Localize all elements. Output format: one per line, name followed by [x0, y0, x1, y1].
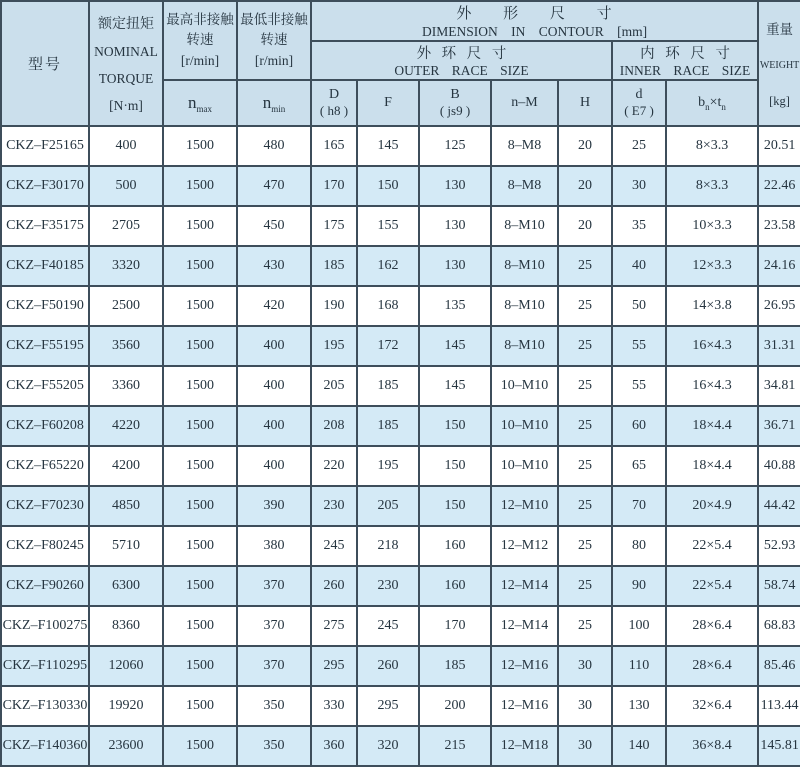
cell-H: 25: [558, 326, 612, 366]
cell-F: 205: [357, 486, 419, 526]
cell-B: 160: [419, 566, 491, 606]
header-row-1: [1, 1, 800, 41]
cell-b-t: 18×4.4: [666, 406, 758, 446]
cell-D: 260: [311, 566, 357, 606]
cell-H: 25: [558, 486, 612, 526]
cell-d: 40: [612, 246, 666, 286]
cell-D: 205: [311, 366, 357, 406]
nmin-label-cn2: 转速: [260, 32, 288, 48]
cell-B: 185: [419, 646, 491, 686]
cell-d: 80: [612, 526, 666, 566]
cell-n-max: 1500: [163, 206, 237, 246]
cell-D: 360: [311, 726, 357, 766]
header-inner-race: [612, 41, 758, 80]
header-col-B: B ( js9 ): [419, 80, 491, 126]
cell-torque: 2500: [89, 286, 163, 326]
cell-n-min: 470: [237, 166, 311, 206]
table-header: [1, 1, 800, 126]
cell-torque: 4850: [89, 486, 163, 526]
cell-F: 320: [357, 726, 419, 766]
cell-b-t: 8×3.3: [666, 126, 758, 166]
cell-D: 190: [311, 286, 357, 326]
cell-n-M: 10–M10: [491, 366, 558, 406]
cell-b-t: 20×4.9: [666, 486, 758, 526]
cell-n-M: 8–M10: [491, 286, 558, 326]
header-nmax: [163, 1, 237, 80]
cell-model: CKZ–F30170: [1, 166, 89, 206]
cell-torque: 3560: [89, 326, 163, 366]
table-row: [1, 126, 800, 166]
cell-F: 185: [357, 406, 419, 446]
cell-d: 25: [612, 126, 666, 166]
cell-weight: 34.81: [758, 366, 800, 406]
cell-model: CKZ–F70230: [1, 486, 89, 526]
cell-n-min: 420: [237, 286, 311, 326]
table-row: [1, 726, 800, 766]
table-row: [1, 166, 800, 206]
cell-model: CKZ–F55205: [1, 366, 89, 406]
cell-d: 60: [612, 406, 666, 446]
table-row: [1, 486, 800, 526]
cell-torque: 4200: [89, 446, 163, 486]
cell-B: 135: [419, 286, 491, 326]
cell-B: 145: [419, 366, 491, 406]
cell-n-max: 1500: [163, 446, 237, 486]
cell-F: 145: [357, 126, 419, 166]
cell-B: 200: [419, 686, 491, 726]
table-row: [1, 286, 800, 326]
cell-D: 170: [311, 166, 357, 206]
cell-D: 295: [311, 646, 357, 686]
cell-b-t: 16×4.3: [666, 366, 758, 406]
cell-B: 170: [419, 606, 491, 646]
cell-n-max: 1500: [163, 686, 237, 726]
cell-n-max: 1500: [163, 326, 237, 366]
cell-F: 168: [357, 286, 419, 326]
cell-d: 130: [612, 686, 666, 726]
table-row: [1, 686, 800, 726]
cell-torque: 500: [89, 166, 163, 206]
cell-n-min: 400: [237, 406, 311, 446]
inner-race-label-cn: 内 环 尺 寸: [640, 46, 730, 62]
cell-b-t: 18×4.4: [666, 446, 758, 486]
cell-H: 25: [558, 246, 612, 286]
cell-d: 30: [612, 166, 666, 206]
cell-F: 162: [357, 246, 419, 286]
cell-n-min: 390: [237, 486, 311, 526]
weight-label-en: WEIGHT: [759, 60, 800, 72]
cell-d: 100: [612, 606, 666, 646]
cell-d: 70: [612, 486, 666, 526]
torque-label-en2: TORQUE: [98, 70, 154, 86]
cell-model: CKZ–F35175: [1, 206, 89, 246]
cell-b-t: 10×3.3: [666, 206, 758, 246]
nmin-label-unit: [r/min]: [254, 52, 294, 68]
nmax-label-unit: [r/min]: [180, 52, 220, 68]
cell-n-min: 370: [237, 566, 311, 606]
cell-b-t: 28×6.4: [666, 646, 758, 686]
cell-F: 245: [357, 606, 419, 646]
cell-torque: 8360: [89, 606, 163, 646]
cell-model: CKZ–F110295: [1, 646, 89, 686]
cell-n-min: 400: [237, 366, 311, 406]
cell-weight: 145.81: [758, 726, 800, 766]
torque-label-cn: 额定扭矩: [98, 17, 154, 33]
cell-n-M: 12–M14: [491, 566, 558, 606]
cell-H: 25: [558, 566, 612, 606]
cell-n-max: 1500: [163, 166, 237, 206]
cell-F: 150: [357, 166, 419, 206]
outer-race-label-en: OUTER RACE SIZE: [394, 63, 529, 78]
cell-d: 35: [612, 206, 666, 246]
cell-D: 275: [311, 606, 357, 646]
table-row: [1, 646, 800, 686]
cell-B: 125: [419, 126, 491, 166]
header-torque: [89, 1, 163, 126]
cell-n-max: 1500: [163, 126, 237, 166]
cell-F: 195: [357, 446, 419, 486]
cell-D: 195: [311, 326, 357, 366]
torque-label-stack: [90, 8, 162, 119]
cell-weight: 26.95: [758, 286, 800, 326]
table-row: [1, 526, 800, 566]
cell-torque: 23600: [89, 726, 163, 766]
table-row: [1, 206, 800, 246]
cell-D: 245: [311, 526, 357, 566]
cell-n-max: 1500: [163, 486, 237, 526]
cell-model: CKZ–F60208: [1, 406, 89, 446]
cell-D: 330: [311, 686, 357, 726]
cell-n-min: 480: [237, 126, 311, 166]
inner-race-label-en: INNER RACE SIZE: [619, 63, 751, 78]
cell-b-t: 16×4.3: [666, 326, 758, 366]
cell-F: 172: [357, 326, 419, 366]
cell-b-t: 32×6.4: [666, 686, 758, 726]
cell-d: 65: [612, 446, 666, 486]
cell-n-M: 8–M10: [491, 246, 558, 286]
cell-B: 130: [419, 206, 491, 246]
cell-n-min: 370: [237, 606, 311, 646]
header-model: 型号: [1, 1, 89, 126]
cell-d: 55: [612, 366, 666, 406]
cell-torque: 2705: [89, 206, 163, 246]
cell-torque: 19920: [89, 686, 163, 726]
cell-b-t: 36×8.4: [666, 726, 758, 766]
cell-F: 295: [357, 686, 419, 726]
cell-n-min: 430: [237, 246, 311, 286]
cell-d: 55: [612, 326, 666, 366]
nmax-label-cn2: 转速: [186, 32, 214, 48]
cell-n-min: 400: [237, 326, 311, 366]
table-body: [1, 126, 800, 766]
cell-F: 260: [357, 646, 419, 686]
cell-n-M: 12–M14: [491, 606, 558, 646]
cell-n-M: 8–M10: [491, 206, 558, 246]
nmin-label-cn1: 最低非接触: [240, 12, 308, 28]
cell-weight: 52.93: [758, 526, 800, 566]
cell-F: 155: [357, 206, 419, 246]
cell-F: 218: [357, 526, 419, 566]
cell-n-min: 370: [237, 646, 311, 686]
cell-n-min: 400: [237, 446, 311, 486]
weight-label-cn: 重量: [766, 22, 794, 38]
cell-weight: 36.71: [758, 406, 800, 446]
cell-torque: 400: [89, 126, 163, 166]
cell-b-t: 8×3.3: [666, 166, 758, 206]
cell-D: 230: [311, 486, 357, 526]
cell-B: 215: [419, 726, 491, 766]
cell-H: 30: [558, 646, 612, 686]
cell-weight: 23.58: [758, 206, 800, 246]
cell-weight: 85.46: [758, 646, 800, 686]
cell-n-M: 10–M10: [491, 446, 558, 486]
cell-n-max: 1500: [163, 726, 237, 766]
cell-model: CKZ–F25165: [1, 126, 89, 166]
cell-H: 25: [558, 526, 612, 566]
cell-H: 25: [558, 286, 612, 326]
cell-n-max: 1500: [163, 566, 237, 606]
nmax-label: [164, 10, 236, 71]
cell-b-t: 14×3.8: [666, 286, 758, 326]
header-col-d: d ( E7 ): [612, 80, 666, 126]
cell-H: 30: [558, 726, 612, 766]
table-row: [1, 406, 800, 446]
cell-torque: 3320: [89, 246, 163, 286]
cell-F: 230: [357, 566, 419, 606]
dimension-label-en: DIMENSION IN CONTOUR [mm]: [421, 24, 648, 39]
cell-B: 150: [419, 446, 491, 486]
cell-torque: 3360: [89, 366, 163, 406]
cell-H: 20: [558, 206, 612, 246]
cell-weight: 68.83: [758, 606, 800, 646]
table-row: [1, 606, 800, 646]
cell-weight: 113.44: [758, 686, 800, 726]
cell-n-M: 12–M16: [491, 686, 558, 726]
cell-model: CKZ–F100275: [1, 606, 89, 646]
cell-D: 165: [311, 126, 357, 166]
cell-d: 50: [612, 286, 666, 326]
header-dimension: [311, 1, 758, 41]
cell-model: CKZ–F65220: [1, 446, 89, 486]
cell-B: 150: [419, 406, 491, 446]
nmin-label: [238, 10, 310, 71]
cell-n-M: 10–M10: [491, 406, 558, 446]
cell-n-min: 450: [237, 206, 311, 246]
cell-d: 90: [612, 566, 666, 606]
cell-B: 160: [419, 526, 491, 566]
cell-n-max: 1500: [163, 526, 237, 566]
cell-torque: 12060: [89, 646, 163, 686]
cell-weight: 24.16: [758, 246, 800, 286]
cell-model: CKZ–F40185: [1, 246, 89, 286]
header-outer-race: [311, 41, 612, 80]
weight-label-unit: [kg]: [769, 93, 790, 108]
header-col-bt: $b_n\times t_n$: [666, 80, 758, 126]
cell-H: 25: [558, 446, 612, 486]
cell-H: 25: [558, 606, 612, 646]
table-row: [1, 446, 800, 486]
cell-n-max: 1500: [163, 606, 237, 646]
torque-label-en1: NOMINAL: [94, 44, 158, 60]
cell-b-t: 12×3.3: [666, 246, 758, 286]
table-row: [1, 246, 800, 286]
cell-n-max: 1500: [163, 286, 237, 326]
cell-n-M: 8–M10: [491, 326, 558, 366]
cell-weight: 40.88: [758, 446, 800, 486]
cell-d: 110: [612, 646, 666, 686]
cell-b-t: 22×5.4: [666, 566, 758, 606]
header-weight: [758, 1, 800, 126]
cell-torque: 6300: [89, 566, 163, 606]
cell-weight: 22.46: [758, 166, 800, 206]
cell-H: 30: [558, 686, 612, 726]
cell-D: 220: [311, 446, 357, 486]
cell-n-max: 1500: [163, 246, 237, 286]
dimension-label-cn: 外 形 尺 寸: [456, 6, 613, 22]
nmax-label-cn1: 最高非接触: [166, 12, 234, 28]
cell-d: 140: [612, 726, 666, 766]
cell-torque: 4220: [89, 406, 163, 446]
cell-weight: 58.74: [758, 566, 800, 606]
header-nmax-symbol: $n_{max}$: [163, 80, 237, 126]
cell-n-M: 12–M16: [491, 646, 558, 686]
cell-D: 208: [311, 406, 357, 446]
header-col-nM: n–M: [491, 80, 558, 126]
cell-weight: 20.51: [758, 126, 800, 166]
cell-B: 130: [419, 246, 491, 286]
torque-label-unit: [N·m]: [109, 97, 143, 113]
cell-model: CKZ–F130330: [1, 686, 89, 726]
cell-n-min: 350: [237, 726, 311, 766]
cell-weight: 31.31: [758, 326, 800, 366]
cell-model: CKZ–F140360: [1, 726, 89, 766]
cell-H: 20: [558, 126, 612, 166]
cell-b-t: 28×6.4: [666, 606, 758, 646]
cell-B: 130: [419, 166, 491, 206]
cell-model: CKZ–F50190: [1, 286, 89, 326]
header-col-H: H: [558, 80, 612, 126]
header-col-D: D ( h8 ): [311, 80, 357, 126]
table-row: [1, 566, 800, 606]
cell-weight: 44.42: [758, 486, 800, 526]
cell-n-M: 12–M10: [491, 486, 558, 526]
cell-n-M: 12–M18: [491, 726, 558, 766]
cell-n-max: 1500: [163, 406, 237, 446]
cell-B: 145: [419, 326, 491, 366]
cell-b-t: 22×5.4: [666, 526, 758, 566]
cell-H: 25: [558, 366, 612, 406]
outer-race-label-cn: 外 环 尺 寸: [416, 46, 507, 62]
cell-torque: 5710: [89, 526, 163, 566]
table-row: [1, 366, 800, 406]
cell-model: CKZ–F80245: [1, 526, 89, 566]
cell-B: 150: [419, 486, 491, 526]
cell-F: 185: [357, 366, 419, 406]
cell-n-min: 350: [237, 686, 311, 726]
header-col-F: F: [357, 80, 419, 126]
cell-n-M: 8–M8: [491, 126, 558, 166]
cell-H: 25: [558, 406, 612, 446]
cell-n-max: 1500: [163, 646, 237, 686]
header-nmin: [237, 1, 311, 80]
cell-D: 185: [311, 246, 357, 286]
cell-n-M: 8–M8: [491, 166, 558, 206]
cell-model: CKZ–F55195: [1, 326, 89, 366]
cell-model: CKZ–F90260: [1, 566, 89, 606]
table-row: [1, 326, 800, 366]
cell-n-M: 12–M12: [491, 526, 558, 566]
header-nmin-symbol: $n_{min}$: [237, 80, 311, 126]
cell-n-min: 380: [237, 526, 311, 566]
weight-label-stack: [759, 7, 800, 120]
cell-H: 20: [558, 166, 612, 206]
cell-D: 175: [311, 206, 357, 246]
cell-n-max: 1500: [163, 366, 237, 406]
